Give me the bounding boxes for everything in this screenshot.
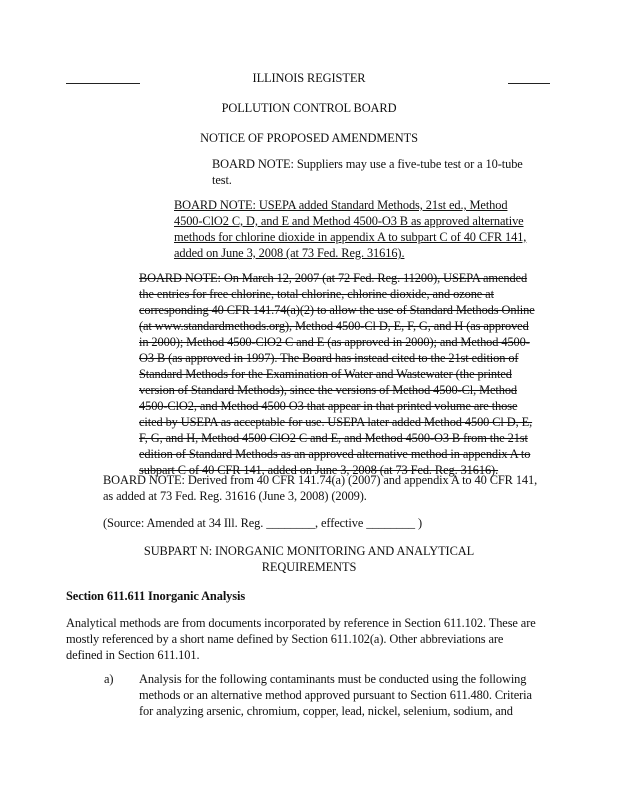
- item-a-label: a): [104, 672, 114, 686]
- note3-line: subpart C of 40 CFR 141, added on June 3, 2008 (at 73 Fed. Reg. 31616).: [139, 463, 499, 477]
- subpart-heading: REQUIREMENTS: [261, 560, 357, 574]
- note4-line: as added at 73 Fed. Reg. 31616 (June 3, 2008) (2009).: [103, 489, 367, 503]
- note3-line: Standard Methods for the Examination of Water and Wastewater (the printed: [139, 367, 512, 381]
- note3-line: 4500-ClO2, and Method 4500 O3 that appear in that printed volume are those: [139, 399, 518, 413]
- note3-line: O3 B (as approved in 1997). The Board has instead cited to the 21st edition of: [139, 351, 519, 365]
- section-title: Section 611.611 Inorganic Analysis: [66, 589, 246, 603]
- note3-line: corresponding 40 CFR 141.74(a)(2) to allow the use of Standard Methods Online: [139, 303, 535, 317]
- note4-line: BOARD NOTE: Derived from 40 CFR 141.74(a) (2007) and appendix A to 40 CFR 141,: [103, 473, 538, 487]
- note2-line: added on June 3, 2008 (at 73 Fed. Reg. 31616).: [174, 246, 405, 260]
- note3-line: (at www.standardmethods.org), Method 4500-Cl D, E, F, G, and H (as approved: [139, 319, 529, 333]
- note3-line: BOARD NOTE: On March 12, 2007 (at 72 Fed. Reg. 11200), USEPA amended: [139, 271, 528, 285]
- notice-title: NOTICE OF PROPOSED AMENDMENTS: [200, 131, 418, 145]
- body-paragraph-line: Analytical methods are from documents incorporated by reference in Section 611.102. These are: [66, 616, 536, 630]
- item-a-line: for analyzing arsenic, chromium, copper, lead, nickel, selenium, sodium, and: [139, 704, 513, 718]
- note3-line: cited by USEPA as acceptable for use. USEPA later added Method 4500 Cl D, E,: [139, 415, 533, 429]
- note3-line: edition of Standard Methods as an approved alternative method in appendix A to: [139, 447, 531, 461]
- body-paragraph-line: mostly referenced by a short name defined by Section 611.102(a). Other abbreviations are: [66, 632, 504, 646]
- note3-line: the entries for free chlorine, total chlorine, chlorine dioxide, and ozone at: [139, 287, 494, 301]
- note3-line: version of Standard Methods), since the versions of Method 4500-Cl, Method: [139, 383, 518, 397]
- register-title: ILLINOIS REGISTER: [252, 71, 366, 85]
- item-a-line: methods or an alternative method approved pursuant to Section 611.480. Criteria: [139, 688, 532, 702]
- source-note: (Source: Amended at 34 Ill. Reg. ________, effective ________ ): [103, 516, 422, 530]
- note2-line: BOARD NOTE: USEPA added Standard Methods, 21st ed., Method: [174, 198, 508, 212]
- board-title: POLLUTION CONTROL BOARD: [221, 101, 397, 115]
- note1-line: test.: [212, 173, 232, 187]
- note3-line: in 2000); Method 4500-ClO2 C and E (as approved in 2000); and Method 4500-: [139, 335, 530, 349]
- subpart-heading: SUBPART N: INORGANIC MONITORING AND ANALYTICAL: [143, 544, 475, 558]
- note1-line: BOARD NOTE: Suppliers may use a five-tube test or a 10-tube: [212, 157, 523, 171]
- note3-line: F, G, and H, Method 4500 ClO2 C and E, and Method 4500-O3 B from the 21st: [139, 431, 528, 445]
- body-paragraph-line: defined in Section 611.101.: [66, 648, 200, 662]
- item-a-line: Analysis for the following contaminants must be conducted using the following: [139, 672, 527, 686]
- note2-line: methods for chlorine dioxide in appendix A to subpart C of 40 CFR 141,: [174, 230, 527, 244]
- note2-line: 4500-ClO2 C, D, and E and Method 4500-O3 B as approved alternative: [174, 214, 524, 228]
